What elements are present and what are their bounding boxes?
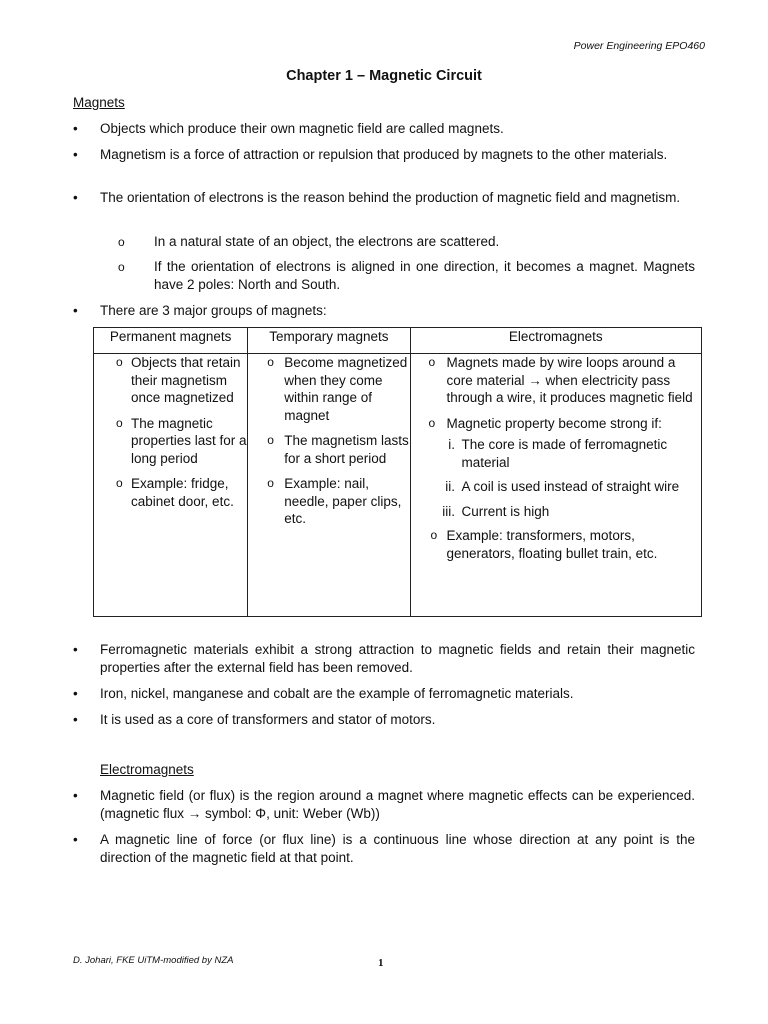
condition-number: i. — [448, 437, 455, 452]
bullet-item — [73, 120, 695, 138]
bullet-marker: • — [73, 686, 78, 701]
list-item — [94, 475, 247, 510]
bullet-item — [73, 641, 695, 677]
magnet-groups-table — [93, 327, 702, 617]
bullet-text: Iron, nickel, manganese and cobalt are the example of ferromagnetic materials. — [100, 686, 574, 701]
sub-bullet-marker: o — [428, 355, 436, 369]
condition-text: The core is made of ferromagnetic material — [461, 437, 668, 470]
page-title: Chapter 1 – Magnetic Circuit — [286, 68, 482, 84]
bullet-marker: • — [73, 788, 78, 803]
sub-bullet-marker: o — [267, 433, 274, 447]
header-course: Power Engineering EPO460 — [573, 40, 705, 52]
bullet-text: It is used as a core of transformers and stator of motors. — [100, 712, 436, 727]
bullet-text: There are 3 major groups of magnets: — [100, 303, 327, 318]
table-header-electro: Electromagnets — [410, 328, 701, 354]
condition-item — [411, 503, 701, 521]
sub-bullet-marker: o — [118, 235, 125, 249]
list-item — [411, 415, 701, 433]
list-item-text: Become magnetized when they come within range of magnet — [284, 355, 408, 423]
section-heading-electromagnets: Electromagnets — [100, 762, 194, 777]
table-row — [94, 354, 702, 617]
list-item-text: The magnetism lasts for a short period — [284, 433, 409, 466]
sub-bullet-marker: o — [116, 415, 123, 430]
bullet-item — [73, 831, 695, 867]
list-item — [94, 354, 247, 407]
bullet-text: A magnetic line of force (or flux line) is a continuous line whose direction at any point is the direction of the magnetic field at that point. — [100, 832, 695, 865]
electro-cell — [410, 354, 701, 617]
sub-bullet-text: If the orientation of electrons is aligned in one direction, it becomes a magnet. Magnets have 2 poles: North and South. — [154, 259, 695, 292]
bullet-item — [73, 711, 695, 729]
list-item — [411, 527, 701, 562]
bullet-item — [73, 146, 695, 164]
condition-number: iii. — [442, 503, 455, 519]
table-header-temporary: Temporary magnets — [248, 328, 410, 354]
list-item — [248, 432, 409, 467]
footer-author: D. Johari, FKE UiTM-modified by NZA — [73, 955, 234, 966]
bullet-text: The orientation of electrons is the reason behind the production of magnetic field and magnetism. — [100, 190, 681, 205]
list-item-text: Example: fridge, cabinet door, etc. — [131, 476, 234, 509]
condition-text: Current is high — [461, 503, 550, 519]
condition-item — [411, 436, 701, 471]
list-item-text: Example: nail, needle, paper clips, etc. — [284, 476, 402, 526]
temporary-cell — [248, 354, 410, 617]
sub-bullet-marker: o — [116, 355, 123, 369]
bullet-marker: • — [73, 121, 78, 136]
bullet-item — [73, 787, 695, 823]
bullet-marker: • — [73, 190, 78, 205]
bullet-marker: • — [73, 712, 78, 727]
sub-bullet-marker: o — [267, 355, 274, 369]
sub-bullet-item — [118, 233, 695, 251]
bullet-text: Objects which produce their own magnetic field are called magnets. — [100, 121, 504, 136]
sub-bullet-marker: o — [118, 260, 125, 274]
sub-bullet-marker: o — [116, 476, 123, 490]
sub-bullet-item — [118, 258, 695, 294]
sub-bullet-marker: o — [428, 415, 436, 430]
permanent-cell — [94, 354, 248, 617]
bullet-text: Ferromagnetic materials exhibit a strong attraction to magnetic fields and retain their magnetic properties after the external field has been removed. — [100, 642, 695, 675]
bullet-marker: • — [73, 832, 78, 847]
sub-bullet-text: In a natural state of an object, the electrons are scattered. — [154, 234, 500, 249]
list-item — [411, 354, 701, 407]
bullet-item — [73, 302, 695, 320]
bullet-marker: • — [73, 147, 78, 162]
table-header-permanent: Permanent magnets — [94, 328, 248, 354]
list-item-text: Magnets made by wire loops around a core material → when electricity pass through a wire, it produces magnetic field — [446, 355, 693, 405]
list-item — [248, 354, 409, 424]
bullet-item — [73, 189, 695, 207]
list-item — [248, 475, 409, 528]
condition-text: A coil is used instead of straight wire — [461, 479, 680, 494]
condition-item — [411, 478, 701, 496]
bullet-marker: • — [73, 303, 78, 318]
section-heading-magnets: Magnets — [73, 95, 125, 110]
table-header-row — [94, 328, 702, 354]
list-item — [94, 415, 247, 468]
list-item-text: Magnetic property become strong if: — [446, 415, 662, 431]
sub-bullet-marker: o — [267, 476, 274, 490]
bullet-item — [73, 685, 695, 703]
condition-number: ii. — [445, 479, 455, 494]
list-item-text: Example: transformers, motors, generators, floating bullet train, etc. — [446, 528, 658, 561]
page-number: 1 — [378, 957, 384, 969]
list-item-text: Objects that retain their magnetism once magnetized — [131, 355, 241, 405]
bullet-marker: • — [73, 642, 78, 657]
list-item-text: The magnetic properties last for a long period — [131, 415, 247, 466]
bullet-text: Magnetic field (or flux) is the region around a magnet where magnetic effects can be experienced. (magnetic flux → symbol: Φ, unit: Weber (Wb)) — [100, 788, 695, 821]
sub-bullet-marker: o — [430, 528, 438, 542]
bullet-text: Magnetism is a force of attraction or repulsion that produced by magnets to the other materials. — [100, 147, 668, 162]
